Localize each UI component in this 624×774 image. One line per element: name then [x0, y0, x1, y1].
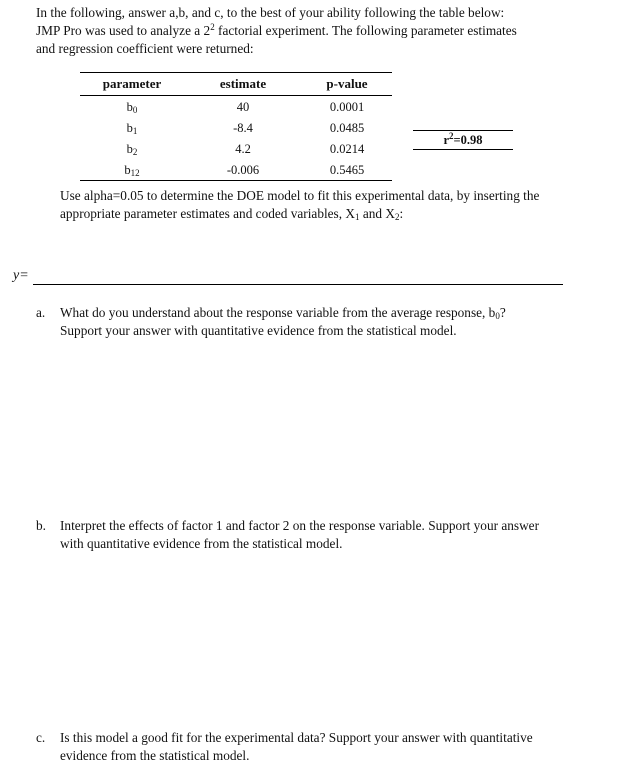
b0-subscript: 0 [495, 311, 500, 321]
x1-subscript: 1 [355, 212, 360, 222]
question-a [36, 304, 606, 340]
r-squared-box [413, 130, 513, 150]
question-c-line-2: evidence from the statistical model. [60, 748, 250, 763]
factorial-exponent: 2 [210, 22, 215, 32]
question-a-line-1-end: ? [499, 305, 506, 320]
header-p-value: p-value [302, 73, 392, 96]
param-subscript: 1 [132, 125, 138, 136]
param-subscript: 0 [132, 104, 138, 115]
question-b-label: b. [36, 518, 46, 533]
question-c [36, 729, 606, 765]
intro-line-2-text: JMP Pro was used to analyze a 2 [36, 23, 211, 38]
param-name: b [126, 141, 133, 156]
question-a-text [60, 304, 606, 340]
r-squared-exponent: 2 [449, 131, 454, 141]
table-row [80, 117, 392, 138]
question-b-text [60, 517, 606, 553]
header-parameter: parameter [80, 73, 184, 96]
alpha-line-2-end: : [399, 206, 404, 221]
question-c-label: c. [36, 730, 46, 745]
alpha-line-2-text: appropriate parameter estimates and coded variables, X [60, 206, 355, 221]
estimate-cell: 4.2 [235, 141, 251, 156]
r-squared-symbol: r [443, 133, 450, 147]
question-c-line-1: Is this model a good fit for the experimental data? Support your answer with quantitative [60, 730, 533, 745]
intro-line-1: In the following, answer a,b, and c, to the best of your ability following the table below: [36, 5, 505, 20]
alpha-line-2 [60, 205, 605, 223]
model-equation-answer-line[interactable] [33, 284, 563, 285]
p-value-cell: 0.5465 [302, 159, 392, 181]
alpha-line-1: Use alpha=0.05 to determine the DOE model to fit this experimental data, by inserting the [60, 188, 540, 203]
intro-paragraph [36, 4, 606, 58]
question-a-line-1 [60, 304, 606, 322]
param-cell [80, 96, 184, 118]
estimate-cell: -0.006 [184, 159, 302, 181]
model-equation-label: y= [13, 268, 29, 283]
param-subscript: 12 [130, 167, 140, 178]
param-subscript: 2 [132, 146, 138, 157]
intro-line-2 [36, 22, 606, 40]
question-b-line-1: Interpret the effects of factor 1 and factor 2 on the response variable. Support your answer [60, 518, 539, 533]
p-value-cell: 0.0214 [329, 141, 365, 156]
table-header-row [80, 73, 392, 96]
question-a-label: a. [36, 305, 46, 320]
p-value-cell: 0.0001 [329, 99, 365, 114]
parameter-estimates-table [80, 72, 392, 181]
question-c-text [60, 729, 606, 765]
intro-line-3: and regression coefficient were returned: [36, 41, 254, 56]
alpha-instruction [60, 187, 605, 223]
x2-subscript: 2 [394, 212, 400, 222]
question-a-line-2: Support your answer with quantitative evidence from the statistical model. [60, 323, 457, 338]
r-squared-value: =0.98 [453, 133, 483, 147]
param-name: b [126, 99, 133, 114]
header-estimate: estimate [184, 73, 302, 96]
question-a-line-1-text: What do you understand about the response variable from the average response, b [60, 305, 496, 320]
estimate-cell: 40 [236, 99, 250, 114]
param-cell [80, 138, 184, 159]
table-row [80, 96, 392, 118]
table-row [80, 159, 392, 181]
param-name: b [124, 162, 131, 177]
p-value-cell: 0.0485 [329, 120, 365, 135]
intro-line-2-rest: factorial experiment. The following parameter estimates [214, 23, 517, 38]
question-b-line-2: with quantitative evidence from the statistical model. [60, 536, 343, 551]
table-row [80, 138, 392, 159]
param-name: b [126, 120, 133, 135]
estimate-cell: -8.4 [233, 120, 253, 135]
param-cell [80, 159, 184, 181]
question-b [36, 517, 606, 553]
alpha-line-2-mid: and X [359, 206, 395, 221]
param-cell [80, 117, 184, 138]
